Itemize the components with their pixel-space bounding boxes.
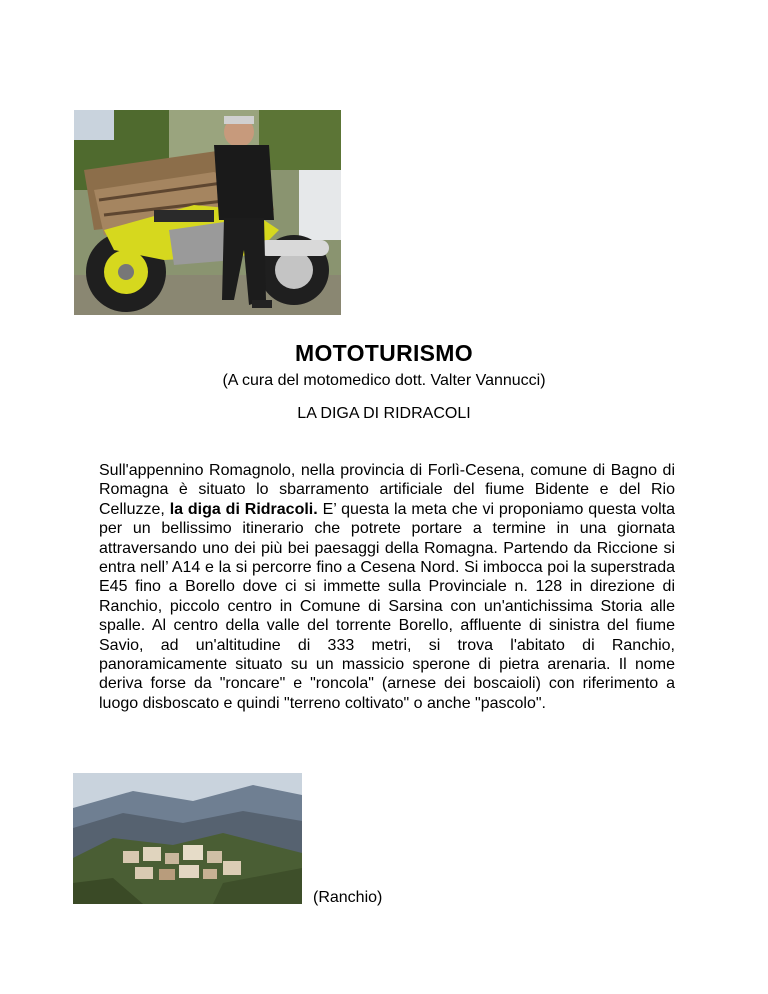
paragraph-bold-dam-name: la diga di Ridracoli. <box>169 500 318 518</box>
motorcycle-illustration <box>74 110 341 315</box>
paragraph-rest: E’ questa la meta che vi proponiamo questa volta per un bellissimo itinerario che potrete portare a termine in una giornata attraversando uno dei più bei paesaggi della Romagna. Partendo da Riccione si entra nell’ A14 e la si percorre fino a Cesena Nord. Si imbocca poi la superstrada E45 fino a Borello dove ci si immette sulla Provinciale n. 128 in direzione di Ranchio, piccolo centro in Comune di Sarsina con un'antichissima Storia alle spalle. Al centro della valle del torrente Borello, affluente di sinistra del fiume Savio, ad un'altitudine di 333 metri, si trova l'abitato di Ranchio, panoramicamente situato su un massicio sperone di pietra arenaria. Il nome deriva forse da "roncare" e "roncola" (arnese dei boscaioli) con riferimento a luogo disboscato e quindi "terreno coltivato" o anche "pascolo". <box>99 500 676 712</box>
page-title: MOTOTURISMO <box>295 340 473 366</box>
article-heading: LA DIGA DI RIDRACOLI <box>297 405 471 422</box>
village-illustration <box>73 773 302 904</box>
paragraph-intro: Sull'appennino Romagnolo, nella provincia di Forlì-Cesena, comune di Bagno di Romagna è situato lo sbarramento artificiale del fiume Bidente e del Rio Celluzze, <box>99 462 675 518</box>
author-subtitle: (A cura del motomedico dott. Valter Vannucci) <box>222 372 546 389</box>
village-photo <box>73 773 302 904</box>
motorcycle-photo <box>74 110 341 315</box>
photo-caption: (Ranchio) <box>313 889 383 906</box>
article-paragraph <box>99 461 675 713</box>
